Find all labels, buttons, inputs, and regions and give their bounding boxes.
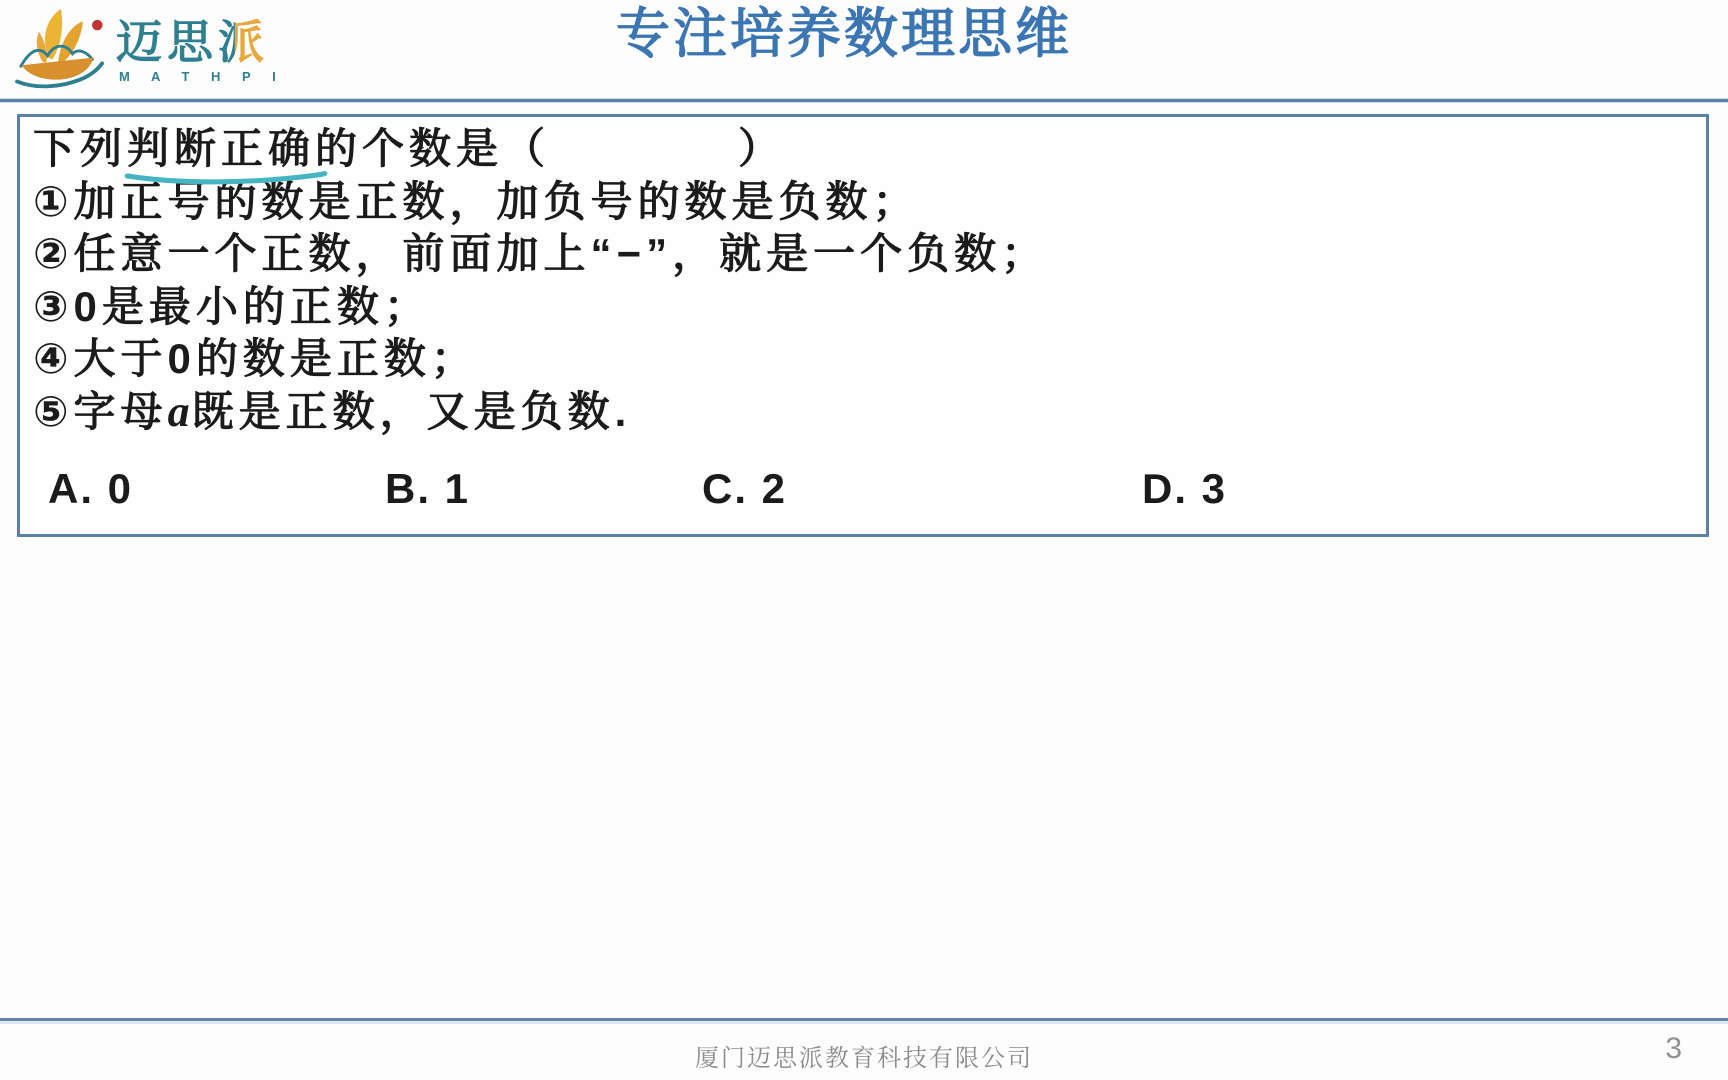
question-item-5 <box>33 386 1688 439</box>
question-item-3: ③0是最小的正数； <box>33 282 431 330</box>
options-row <box>33 465 1688 517</box>
question-box <box>17 114 1709 537</box>
stem-underlined-text: 判断正确 <box>127 123 315 176</box>
option-d: D. 3 <box>1142 465 1228 512</box>
page-title: 专注培养数理思维 <box>616 4 1072 64</box>
logo-text-cn-main: 迈思 <box>116 16 218 68</box>
header-divider <box>0 99 1728 102</box>
option-b: B. 1 <box>385 465 471 512</box>
question-stem <box>33 123 1688 176</box>
question-item-2: ②任意一个正数，前面加上“−”，就是一个负数； <box>33 230 1049 277</box>
page-number: 3 <box>1665 1032 1682 1065</box>
stem-prefix: 下列 <box>33 125 128 172</box>
footer-divider <box>0 1018 1728 1021</box>
option-a: A. 0 <box>48 465 134 512</box>
option-c: C. 2 <box>702 465 788 512</box>
item5-prefix: ⑤字母 <box>33 387 168 435</box>
question-item-4: ④大于0的数是正数； <box>33 335 478 382</box>
logo-text-en: M A T H P I <box>119 69 285 85</box>
question-item-1: ①加正号的数是正数，加负号的数是负数； <box>33 177 920 225</box>
item5-suffix: 既是正数，又是负数. <box>191 387 632 435</box>
logo-text-cn-accent: 派 <box>218 16 269 68</box>
footer-company: 厦门迈思派教育科技有限公司 <box>695 1045 1033 1072</box>
item5-math-variable: a <box>167 386 192 436</box>
stem-suffix: 的个数是（ ） <box>315 125 786 172</box>
